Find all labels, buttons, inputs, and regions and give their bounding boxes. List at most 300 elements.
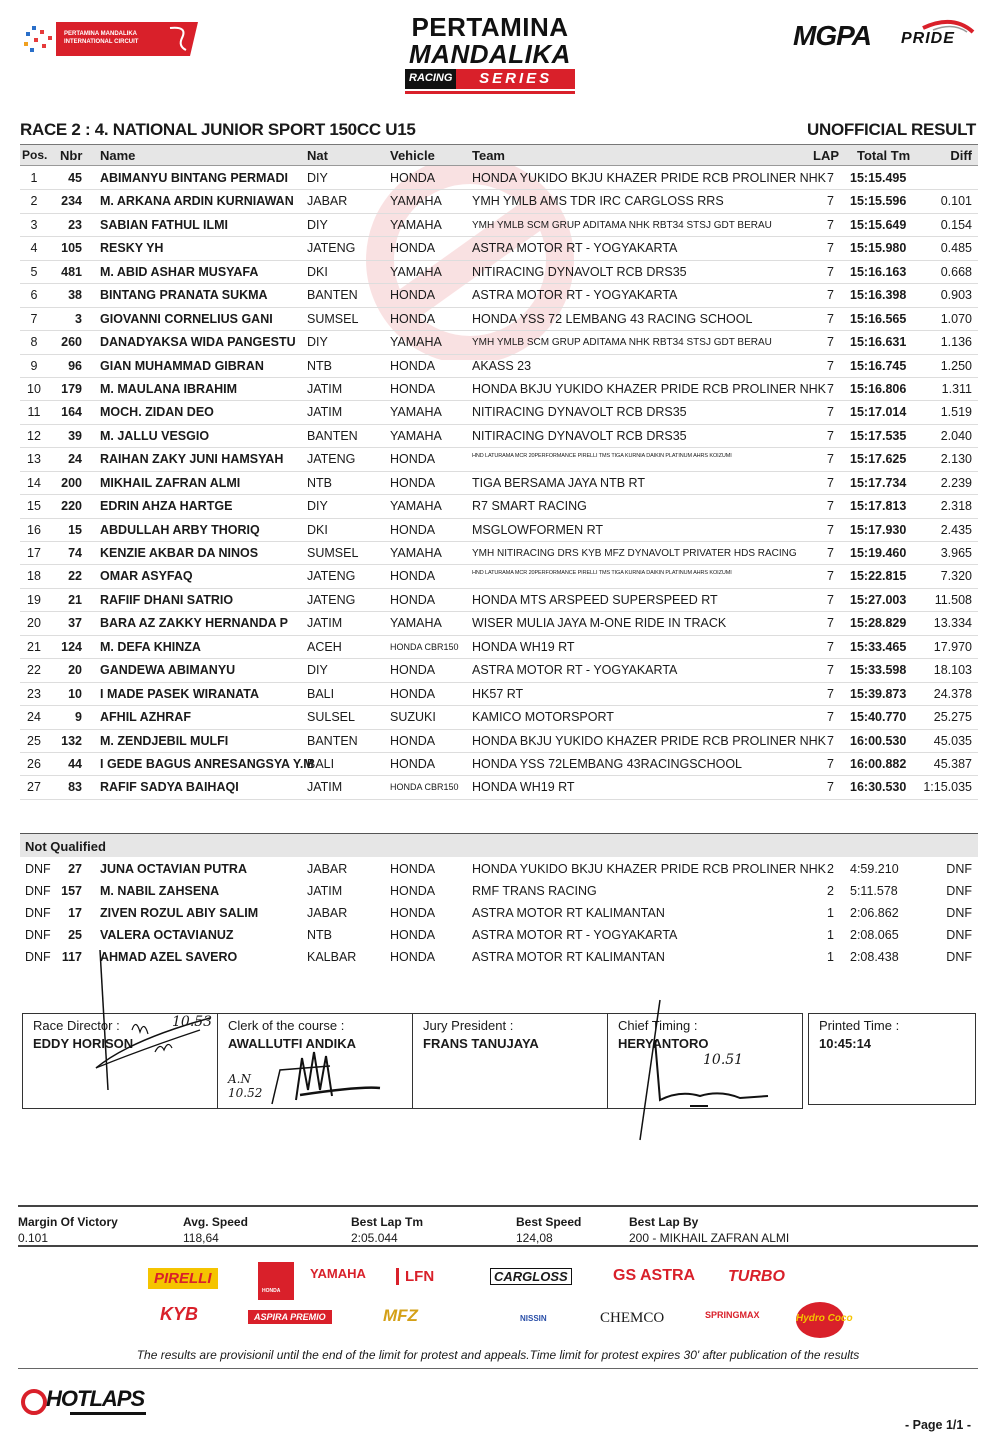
result-total-time: 15:28.829 [850,616,907,631]
result-nat: BALI [307,756,335,771]
result-row [20,659,978,682]
result-nat: JATIM [307,381,343,396]
result-team: KAMICO MOTORSPORT [472,710,614,725]
result-name: BARA AZ ZAKKY HERNANDA P [100,616,288,631]
dnf-lap: 2 [827,884,834,898]
result-lap: 7 [827,686,834,701]
result-name: I MADE PASEK WIRANATA [100,686,260,701]
result-row [20,167,978,190]
result-vehicle: HONDA [390,288,436,303]
page-number: - Page 1/1 - [905,1418,971,1432]
result-total-time: 15:33.598 [850,663,907,678]
dnf-nbr: 25 [68,928,82,942]
result-nbr: 44 [68,756,82,771]
result-nbr: 74 [68,546,82,560]
result-nat: SUMSEL [307,311,359,326]
official-name: FRANS TANUJAYA [423,1036,539,1051]
dnf-pos: DNF [25,884,51,898]
mgpa-logo-text: MGPA [793,20,871,51]
result-row [20,612,978,635]
result-name: OMAR ASYFAQ [100,569,193,584]
dnf-diff: DNF [946,950,972,964]
sponsor-kyb: KYB [160,1304,199,1324]
official-name: AWALLUTFI ANDIKA [228,1036,357,1051]
result-team: HK57 RT [472,686,524,701]
dnf-team: ASTRA MOTOR RT KALIMANTAN [472,950,665,964]
result-row [20,542,978,565]
result-pos: 27 [27,780,41,795]
result-row [20,519,978,542]
result-pos: 23 [27,686,41,701]
result-nbr: 260 [61,335,82,350]
result-row [20,448,978,471]
result-nbr: 37 [68,616,82,631]
result-total-time: 15:39.873 [850,686,907,701]
margin-label: Margin Of Victory [18,1215,118,1229]
result-total-time: 15:16.163 [850,264,907,279]
dnf-total-time: 2:06.862 [850,906,899,920]
result-nbr: 20 [68,663,82,678]
result-name: M. ARKANA ARDIN KURNIAWAN [100,194,294,209]
result-nat: DIY [307,217,328,232]
result-nbr: 220 [61,499,82,514]
result-nat: JATENG [307,569,356,584]
result-pos: 17 [27,546,41,560]
result-nat: SUMSEL [307,546,359,560]
result-row [20,214,978,237]
result-lap: 7 [827,311,834,326]
result-team: R7 SMART RACING [472,499,587,514]
result-team: YMH YMLB SCM GRUP ADITAMA NHK RBT34 STSJ GDT BERAU [472,219,772,231]
result-row [20,355,978,378]
dnf-nat: NTB [307,928,332,942]
result-nbr: 38 [68,288,82,303]
result-name: ABIMANYU BINTANG PERMADI [100,171,288,185]
dnf-nbr: 117 [61,950,82,964]
result-diff: 13.334 [933,616,972,631]
result-row [20,472,978,495]
result-vehicle: HONDA CBR150 [390,641,459,652]
sponsor-springmax: SPRINGMAX [705,1310,760,1320]
result-total-time: 15:16.565 [850,311,907,326]
result-diff: 2.130 [940,452,972,467]
dnf-total-time: 2:08.438 [850,950,899,964]
result-nbr: 200 [61,475,82,490]
result-vehicle: HONDA [390,241,436,256]
result-diff: 11.508 [934,592,972,607]
result-team: WISER MULIA JAYA M-ONE RIDE IN TRACK [472,616,727,631]
result-total-time: 16:00.882 [850,756,907,771]
result-pos: 3 [30,217,38,232]
result-diff: 1.519 [940,405,972,420]
result-nbr: 9 [75,710,82,725]
printed-time-value: 10:45:14 [819,1036,872,1051]
result-name: M. ZENDJEBIL MULFI [100,733,229,748]
result-vehicle: HONDA [390,358,436,373]
result-lap: 7 [827,663,834,678]
result-nbr: 164 [61,405,82,420]
result-lap: 7 [827,522,834,537]
margin-value: 0.101 [18,1231,49,1245]
dnf-diff: DNF [946,928,972,942]
dnf-pos: DNF [25,950,51,964]
dnf-pos: DNF [25,906,51,920]
result-name: RAFIIF DHANI SATRIO [100,592,234,607]
dnf-nat: KALBAR [307,950,357,964]
result-name: M. DEFA KHINZA [100,639,201,654]
result-nbr: 124 [61,639,82,654]
result-diff: 45.387 [933,756,972,771]
dnf-name: AHMAD AZEL SAVERO [100,950,238,964]
result-lap: 7 [827,756,834,771]
result-total-time: 16:00.530 [850,733,907,748]
result-diff: 0.101 [940,194,972,209]
result-vehicle: HONDA [390,522,436,537]
result-lap: 7 [827,639,834,654]
result-nbr: 132 [61,733,82,748]
handwritten-time-race-director: 10.53 [172,1014,213,1030]
result-team: HONDA WH19 RT [472,639,575,654]
result-name: MIKHAIL ZAFRAN ALMI [100,475,241,490]
result-nbr: 21 [68,592,82,607]
best-lap-value: 2:05.044 [351,1231,398,1245]
col-total: Total Tm [857,148,911,163]
result-name: RAFIF SADYA BAIHAQI [100,780,239,795]
col-name: Name [100,148,136,163]
result-nat: NTB [307,475,332,490]
result-diff: 0.668 [940,264,972,279]
result-nat: ACEH [307,639,342,654]
official-name: EDDY HORISON [33,1036,134,1051]
dnf-diff: DNF [946,906,972,920]
result-row [20,378,978,401]
result-vehicle: HONDA [390,171,436,185]
result-lap: 7 [827,569,834,584]
result-name: RAIHAN ZAKY JUNI HAMSYAH [100,452,284,467]
result-total-time: 16:30.530 [850,780,907,795]
result-total-time: 15:40.770 [850,710,907,725]
result-pos: 14 [27,475,41,490]
result-row [20,589,978,612]
result-total-time: 15:17.813 [850,499,907,514]
result-nbr: 105 [61,241,82,256]
dnf-team: RMF TRANS RACING [472,884,597,898]
result-name: GIOVANNI CORNELIUS GANI [100,311,273,326]
result-vehicle: YAMAHA [390,499,442,514]
result-pos: 8 [30,335,38,350]
dnf-diff: DNF [946,862,972,876]
result-team: HONDA MTS ARSPEED SUPERSPEED RT [472,592,718,607]
dnf-name: VALERA OCTAVIANUZ [100,928,234,942]
best-speed-value: 124,08 [516,1231,553,1245]
hotlaps-logo-text: HOTLAPS [46,1386,145,1411]
result-nat: NTB [307,358,332,373]
result-team: ASTRA MOTOR RT - YOGYAKARTA [472,288,678,303]
result-vehicle: SUZUKI [390,710,436,725]
col-nat: Nat [307,148,328,163]
dnf-row [20,858,978,880]
result-total-time: 15:16.806 [850,381,907,396]
result-vehicle: YAMAHA [390,405,442,420]
result-nat: JATIM [307,405,343,420]
result-lap: 7 [827,499,834,514]
result-diff: 7.320 [940,569,972,584]
result-name: M. MAULANA IBRAHIM [100,381,238,396]
result-nat: DIY [307,499,328,514]
disclaimer-text: The results are provisionil until the end of the limit for protest and appeals.Time limit for protest expires 30' after publication of the results [18,1345,978,1369]
official-label: Jury President : [423,1018,514,1033]
result-vehicle: HONDA CBR150 [390,782,459,793]
dnf-team: HONDA YUKIDO BKJU KHAZER PRIDE RCB PROLINER NHK [472,862,827,876]
pertamina-mandalika-racing-series-logo [405,14,575,100]
result-diff: 1.250 [940,358,972,373]
dnf-lap: 2 [827,862,834,876]
result-diff: 18.103 [933,663,972,678]
result-lap: 7 [827,546,834,560]
official-label: Chief Timing : [618,1018,698,1033]
result-nbr: 24 [68,452,82,467]
result-row [20,565,978,588]
result-nbr: 15 [68,522,82,537]
result-name: DANADYAKSA WIDA PANGESTU [100,335,296,350]
result-nat: JATIM [307,780,343,795]
result-vehicle: YAMAHA [390,217,442,232]
result-row [20,683,978,706]
result-lap: 7 [827,475,834,490]
result-nat: BANTEN [307,288,358,303]
result-name: AFHIL AZHRAF [100,710,191,725]
result-lap: 7 [827,264,834,279]
result-team: HONDA YSS 72LEMBANG 43RACINGSCHOOL [472,756,742,771]
results-table-header [20,144,978,166]
result-nbr: 234 [61,194,82,209]
left-logo-text: PERTAMINA MANDALIKA INTERNATIONAL CIRCUIT [64,31,139,45]
result-pos: 11 [27,405,41,420]
result-name: M. JALLU VESGIO [100,428,210,443]
result-vehicle: HONDA [390,452,436,467]
result-pos: 12 [27,428,41,443]
dnf-name: ZIVEN ROZUL ABIY SALIM [100,906,259,920]
dnf-nbr: 17 [68,906,82,920]
result-nbr: 3 [75,311,82,326]
avg-speed-label: Avg. Speed [183,1215,248,1229]
result-total-time: 15:16.745 [850,358,907,373]
best-lap-by-value: 200 - MIKHAIL ZAFRAN ALMI [629,1231,790,1245]
result-row [20,190,978,213]
result-nbr: 481 [61,264,82,279]
result-name: M. ABID ASHAR MUSYAFA [100,264,259,279]
result-nat: BALI [307,686,335,701]
result-lap: 7 [827,452,834,467]
sponsor-honda-label: HONDA [262,1288,281,1294]
race-summary [18,1205,978,1247]
result-nat: SULSEL [307,710,355,725]
sponsor-pirelli: PIRELLI [148,1268,218,1289]
dnf-team: ASTRA MOTOR RT - YOGYAKARTA [472,928,678,942]
dnf-diff: DNF [946,884,972,898]
result-name: EDRIN AHZA HARTGE [100,499,233,514]
result-team: HONDA YUKIDO BKJU KHAZER PRIDE RCB PROLINER NHK [472,171,827,185]
result-nat: JATENG [307,592,356,607]
result-nbr: 45 [68,171,82,185]
result-total-time: 15:15.649 [850,217,907,232]
result-diff: 2.435 [940,522,972,537]
result-lap: 7 [827,194,834,209]
result-lap: 7 [827,733,834,748]
printed-time-label: Printed Time : [819,1018,900,1033]
result-vehicle: HONDA [390,756,436,771]
result-total-time: 15:17.734 [850,475,907,490]
result-lap: 7 [827,428,834,443]
dnf-vehicle: HONDA [390,862,436,876]
dnf-pos: DNF [25,928,51,942]
result-total-time: 15:17.014 [850,405,907,420]
result-row [20,401,978,424]
result-diff: 1:15.035 [923,780,972,795]
official-label: Race Director : [33,1018,120,1033]
result-lap: 7 [827,335,834,350]
dnf-nat: JATIM [307,884,343,898]
official-name: HERYANTORO [618,1036,709,1051]
result-team: ASTRA MOTOR RT - YOGYAKARTA [472,241,678,256]
result-pos: 24 [27,710,41,725]
result-name: GANDEWA ABIMANYU [100,663,236,678]
result-nat: DKI [307,264,328,279]
result-nat: DIY [307,335,328,350]
result-team: HONDA WH19 RT [472,780,575,795]
result-pos: 1 [30,171,38,185]
result-lap: 7 [827,217,834,232]
result-pos: 6 [30,288,38,303]
result-nat: DKI [307,522,328,537]
result-vehicle: YAMAHA [390,616,442,631]
col-diff: Diff [950,148,972,163]
result-nat: JATIM [307,616,343,631]
result-team: ASTRA MOTOR RT - YOGYAKARTA [472,663,678,678]
result-lap: 7 [827,780,834,795]
result-lap: 7 [827,358,834,373]
col-nbr: Nbr [60,148,83,163]
result-diff: 2.239 [940,475,972,490]
result-row [20,706,978,729]
result-team: HND LATURAMA MCR 20PERFORMANCE PIRELLI TMS TIGA KURNIA DAIKIN PLATINUM AHRS KOIZUMI [472,570,732,577]
dnf-name: M. NABIL ZAHSENA [100,884,220,898]
sponsor-cargloss: CARGLOSS [490,1268,572,1285]
result-row [20,776,978,799]
dnf-pos: DNF [25,862,51,876]
dnf-vehicle: HONDA [390,950,436,964]
result-lap: 7 [827,710,834,725]
result-pos: 15 [27,499,41,514]
pride-logo [893,18,978,52]
result-lap: 7 [827,241,834,256]
result-lap: 7 [827,592,834,607]
dnf-row [20,880,978,902]
handwritten-time-chief-timing: 10.51 [703,1052,744,1068]
result-diff: 0.154 [940,217,972,232]
result-pos: 13 [27,452,41,467]
result-vehicle: HONDA [390,592,436,607]
result-team: NITIRACING DYNAVOLT RCB DRS35 [472,264,687,279]
result-vehicle: HONDA [390,663,436,678]
dnf-lap: 1 [827,906,834,920]
result-row [20,636,978,659]
result-total-time: 15:33.465 [850,639,907,654]
logo-line-mandalika: MANDALIKA [409,39,571,69]
official-label: Clerk of the course : [228,1018,345,1033]
result-vehicle: HONDA [390,686,436,701]
result-lap: 7 [827,616,834,631]
result-team: AKASS 23 [472,358,532,373]
result-diff: 17.970 [933,639,972,654]
result-nat: BANTEN [307,428,358,443]
result-diff: 1.070 [940,311,972,326]
result-row [20,495,978,518]
dnf-total-time: 2:08.065 [850,928,899,942]
logo-series: SERIES [456,69,575,89]
sponsor-nissin: NISSIN [520,1314,547,1323]
logo-line-pertamina: PERTAMINA [411,12,569,42]
col-vehicle: Vehicle [390,148,435,163]
result-nbr: 83 [68,780,82,795]
result-diff: 25.275 [933,710,972,725]
sponsor-mfz: MFZ [383,1306,418,1325]
result-team: HONDA BKJU YUKIDO KHAZER PRIDE RCB PROLINER NHK [472,381,827,396]
dnf-name: JUNA OCTAVIAN PUTRA [100,862,247,876]
mgpa-logo [793,20,883,52]
result-row [20,753,978,776]
result-name: ABDULLAH ARBY THORIQ [100,522,260,537]
result-pos: 2 [30,194,38,209]
result-total-time: 15:15.495 [850,171,907,185]
result-vehicle: HONDA [390,475,436,490]
result-team: TIGA BERSAMA JAYA NTB RT [472,475,645,490]
pride-logo-text: PRIDE [901,30,955,47]
dnf-total-time: 4:59.210 [850,862,899,876]
result-lap: 7 [827,381,834,396]
signatures [0,940,993,1150]
dnf-total-time: 5:11.578 [850,884,898,898]
result-pos: 26 [27,756,41,771]
result-vehicle: YAMAHA [390,194,442,209]
pertamina-mandalika-circuit-logo [20,18,200,60]
result-pos: 18 [27,569,41,584]
result-name: I GEDE BAGUS ANRESANGSYA Y.M [100,756,314,771]
result-total-time: 15:27.003 [850,592,907,607]
sponsor-chemco: CHEMCO [600,1310,665,1326]
result-total-time: 15:15.596 [850,194,907,209]
result-pos: 22 [27,663,41,678]
result-team: MSGLOWFORMEN RT [472,522,604,537]
result-total-time: 15:16.631 [850,335,907,350]
dnf-nat: JABAR [307,906,348,920]
col-pos: Pos. [22,148,48,162]
result-nat: JABAR [307,194,348,209]
sponsor-aspira-premio: ASPIRA PREMIO [248,1310,332,1324]
result-nat: JATENG [307,241,356,256]
not-qualified-heading: Not Qualified [20,833,978,857]
dnf-nbr: 27 [68,862,82,876]
best-lap-by-label: Best Lap By [629,1215,699,1229]
result-nbr: 10 [68,686,82,701]
result-pos: 9 [30,358,38,373]
result-diff: 1.311 [941,381,972,396]
sponsor-yamaha: YAMAHA [310,1266,366,1281]
result-team: NITIRACING DYNAVOLT RCB DRS35 [472,428,687,443]
dnf-lap: 1 [827,950,834,964]
sponsor-honda [258,1262,294,1300]
result-vehicle: YAMAHA [390,546,442,560]
